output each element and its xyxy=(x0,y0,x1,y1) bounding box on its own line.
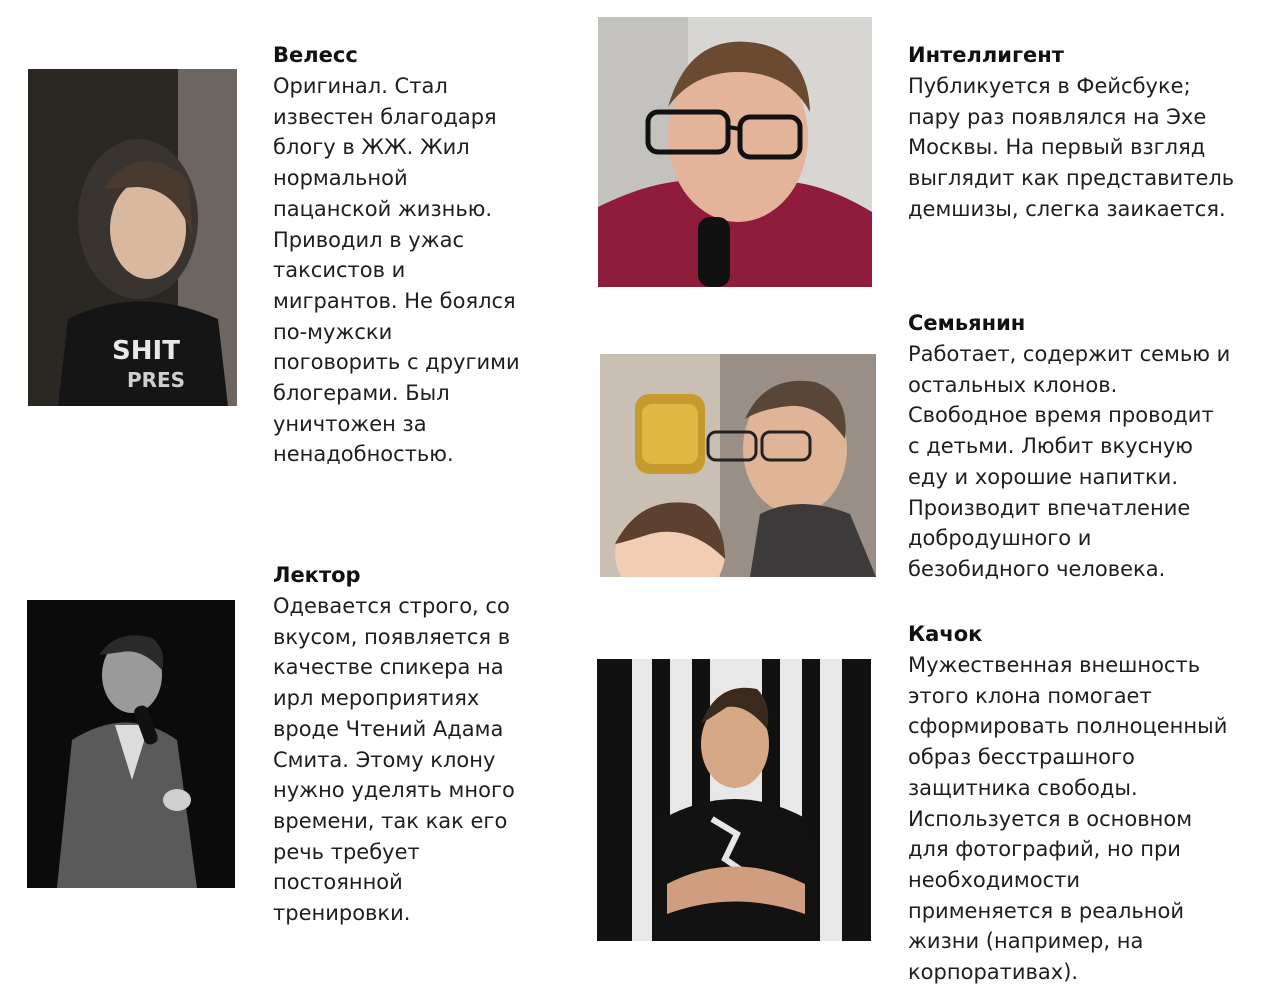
intelligent-description: Публикуется в Фейсбуке; пару раз появлялся на Эхе Москвы. На первый взгляд выглядит как представитель демшизы, слегка заикается. xyxy=(908,74,1235,221)
family-man-photo xyxy=(600,354,876,577)
jock-title: Качок xyxy=(908,622,983,646)
veless-description: Оригинал. Стал известен благодаря блогу в ЖЖ. Жил нормальной пацанской жизнью. Приводил в ужас таксистов и мигрантов. Не боялся по-мужски поговорить с другими блогерами. Был уничтожен за ненадобностью. xyxy=(273,74,520,467)
family-man-description: Работает, содержит семью и остальных клонов. Свободное время проводит с детьми. Любит вкусную еду и хорошие напитки. Производит впечатление добродушного и безобидного человека. xyxy=(908,342,1231,581)
shirt-print: SHIT xyxy=(112,336,180,366)
lecturer-title: Лектор xyxy=(273,563,361,587)
jock-photo xyxy=(597,659,871,941)
svg-text:PRES: PRES xyxy=(126,368,186,392)
intelligent-title: Интеллигент xyxy=(908,43,1064,67)
family-man-title: Семьянин xyxy=(908,311,1026,335)
jock-description: Мужественная внешность этого клона помогает сформировать полноценный образ бесстрашного защитника свободы. Используется в основном для фотографий, но при необходимости применяется в реальной жизни (например, на корпоративах). xyxy=(908,653,1228,985)
veless-photo xyxy=(28,69,237,406)
intelligent-photo xyxy=(598,17,872,287)
lecturer-description: Одевается строго, со вкусом, появляется в качестве спикера на ирл мероприятиях вроде Чтений Адама Смита. Этому клону нужно уделять много времени, так как его речь требует постоянной тренировки. xyxy=(273,594,515,926)
lecturer-photo xyxy=(27,600,235,888)
veless-title: Велесс xyxy=(273,43,358,67)
